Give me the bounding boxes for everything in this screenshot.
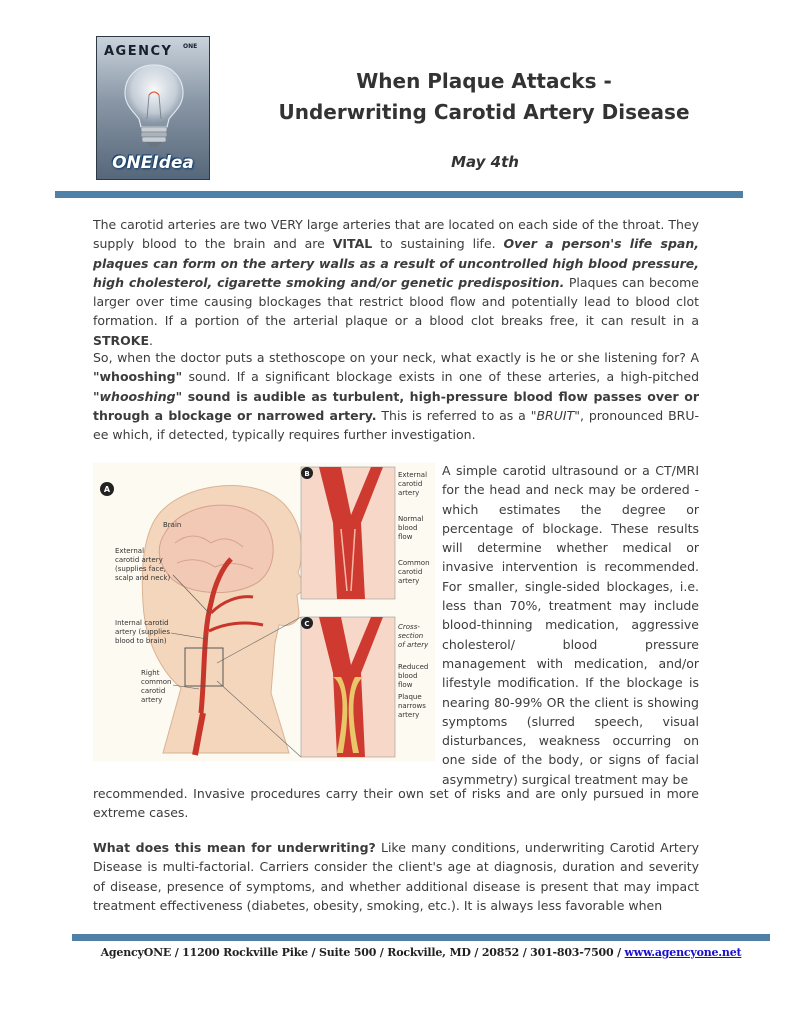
footer-divider	[72, 934, 770, 941]
c-reduced-line-2: blood	[398, 672, 418, 680]
ext-carotid-line-1: External	[115, 547, 145, 555]
paragraph-intro	[93, 215, 699, 350]
p2-text-f: This is referred to as a	[376, 407, 531, 423]
p2-whooshing-1: "whooshing"	[93, 369, 183, 385]
b-common-line-1: Common	[398, 559, 430, 567]
p1-stroke: STROKE	[93, 332, 150, 348]
b-common-line-2: carotid	[398, 568, 423, 576]
p2-whooshing-2: "whooshing"	[93, 388, 183, 404]
c-reduced-line-1: Reduced	[398, 663, 429, 671]
panel-a-label: A	[103, 485, 111, 494]
b-common-line-3: artery	[398, 577, 420, 585]
title-line-1: When Plaque Attacks -	[356, 69, 612, 93]
p1-text-a: The carotid arteries are two VERY large arteries that are located on each side of the throat. They supply blood to the brain and are	[93, 217, 699, 252]
c-plaque-line-1: Plaque	[398, 693, 422, 701]
p2-emphasis: sound is audible as turbulent, high-pressure blood flow passes over or through a blockage or narrowed artery.	[93, 388, 699, 423]
c-plaque-line-3: artery	[398, 711, 420, 719]
p1-emphasis: Over a person's life span, plaques can form on the artery walls as a result of uncontrolled high blood pressure, high cholesterol, cigarette smoking and/or genetic predisposition.	[93, 236, 699, 290]
right-common-line-3: carotid	[141, 687, 166, 695]
label-right-common-carotid	[141, 669, 172, 704]
label-b-external	[398, 471, 427, 497]
right-common-line-2: common	[141, 678, 172, 686]
paragraph-diagnosis: A simple carotid ultrasound or a CT/MRI for the head and neck may be ordered - which estimates the degree or percentage of blockage. These results will determine whether medical or invasive intervention is recommended. For smaller, single-sided blockages, i.e. less than 70%, treatment may include blood-thinning medication, aggressive cholesterol/ blood pressure management with medication, and/or lifestyle modification. If the blockage is nearing 80-99% OR the client is showing symptoms (slurred speech, visual disturbances, weakness occurring on one side of the body, or signs of facial asymmetry) surgical treatment may be	[442, 463, 699, 787]
p2-text-a: So, when the doctor puts a stethoscope on your neck, what exactly is he or she listening for? A	[93, 350, 699, 365]
logo-name-text: ONEIdea	[112, 153, 194, 173]
right-common-line-4: artery	[141, 696, 163, 704]
ext-carotid-line-3: (supplies face,	[115, 565, 166, 573]
label-brain: Brain	[163, 521, 182, 529]
right-common-line-1: Right	[141, 669, 160, 677]
footer-address: AgencyONE / 11200 Rockville Pike / Suite 500 / Rockville, MD / 20852 / 301-803-7500 /	[100, 946, 625, 959]
p1-text-e: Plaques can become larger over time causing blockages that restrict blood flow and potentially lead to blood clot formation. If a portion of the arterial plaque or a blood clot breaks free, it can result in a	[93, 274, 699, 329]
agencyone-logo	[96, 36, 210, 180]
label-c-cross-section	[398, 623, 429, 649]
issue-date: May 4th	[451, 153, 519, 171]
paragraph-underwriting	[93, 838, 699, 922]
page-title	[260, 66, 708, 128]
panel-b-label: B	[304, 470, 310, 478]
p1-text-g: .	[149, 332, 153, 348]
int-carotid-line-3: blood to brain)	[115, 637, 167, 645]
int-carotid-line-1: Internal carotid	[115, 619, 169, 627]
c-plaque-line-2: narrows	[398, 702, 426, 710]
label-c-reduced	[398, 663, 428, 689]
b-external-line-1: External	[398, 471, 428, 479]
panel-c-label: C	[304, 620, 310, 628]
b-normal-line-3: flow	[398, 533, 413, 541]
b-external-line-3: artery	[398, 489, 420, 497]
label-b-normal	[398, 515, 423, 541]
paragraph-diagnosis-continued	[93, 784, 699, 823]
p2-text-c: sound. If a significant blockage exists in one of these arteries, a high-pitched	[182, 369, 699, 385]
lightbulb-icon	[119, 61, 189, 153]
label-b-common	[398, 559, 430, 585]
website-link[interactable]: www.agencyone.net	[624, 946, 742, 959]
ext-carotid-line-2: carotid artery	[115, 556, 163, 564]
c-cross-line-1: Cross-	[398, 623, 420, 631]
label-c-plaque	[398, 693, 426, 719]
ext-carotid-line-4: scalp and neck)	[115, 574, 171, 582]
c-reduced-line-3: flow	[398, 681, 413, 689]
p4-text: Like many conditions, underwriting Carotid Artery Disease is multi-factorial. Carriers consider the client's age at diagnosis, duration and severity of disease, presence of symptoms, and whether additional disease is present that may impact treatment effectiveness (diabetes, obesity, smoking, etc.). It is always less favorable when	[93, 840, 699, 913]
b-external-line-2: carotid	[398, 480, 423, 488]
c-cross-line-2: section	[398, 632, 424, 640]
paragraph-bruit	[93, 348, 699, 444]
anatomy-diagram	[93, 463, 435, 761]
title-line-2: Underwriting Carotid Artery Disease	[278, 100, 690, 124]
p4-lead: What does this mean for underwriting?	[93, 840, 376, 855]
label-internal-carotid	[115, 619, 170, 645]
p3-continued-text: recommended. Invasive procedures carry their own set of risks and are only pursued in more extreme cases.	[93, 786, 699, 821]
p1-text-c: to sustaining life.	[372, 236, 504, 252]
p1-vital: VITAL	[332, 236, 373, 252]
p2-bruit: "BRUIT"	[530, 407, 580, 423]
logo-brand-text: AGENCY	[104, 44, 173, 59]
b-normal-line-1: Normal	[398, 515, 424, 523]
footer-contact	[72, 946, 770, 959]
header-divider	[55, 191, 743, 198]
b-normal-line-2: blood	[398, 524, 418, 532]
p2-text-h: , pronounced BRU-ee which, if detected, typically requires further investigation.	[93, 407, 700, 443]
carotid-artery-illustration	[93, 463, 435, 761]
logo-brand-superscript: ONE	[183, 43, 198, 50]
int-carotid-line-2: artery (supplies	[115, 628, 171, 636]
c-cross-line-3: of artery	[398, 641, 429, 649]
